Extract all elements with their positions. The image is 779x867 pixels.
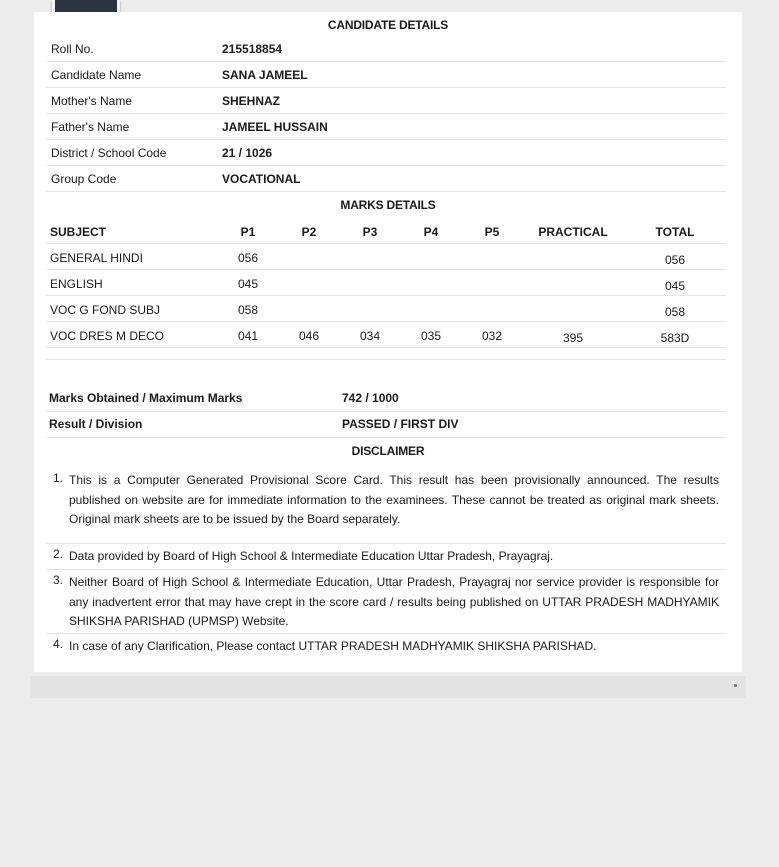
column-header-p4: P4 bbox=[423, 225, 439, 239]
column-header-total: TOTAL bbox=[655, 225, 695, 239]
p2-cell: 046 bbox=[298, 329, 320, 343]
candidate-details-heading: CANDIDATE DETAILS bbox=[327, 18, 449, 32]
disclaimer-text: Neither Board of High School & Intermediate Education, Uttar Pradesh, Prayagraj nor service provider is responsible for any inadvertent error that may have crept in the score card / results being published on UTTAR PRADESH MADHYAMIK SHIKSHA PARISHAD (UPMSP) Website. bbox=[69, 575, 719, 628]
detail-label: Mother's Name bbox=[51, 94, 132, 108]
disclaimer-item bbox=[46, 637, 726, 659]
p1-cell: 058 bbox=[237, 303, 259, 317]
marks-details-heading: MARKS DETAILS bbox=[340, 198, 436, 212]
detail-label: Father's Name bbox=[51, 120, 130, 134]
p4-cell: 035 bbox=[420, 329, 442, 343]
column-header-p2: P2 bbox=[301, 225, 317, 239]
total-cell: 056 bbox=[664, 253, 686, 267]
disclaimer-text: This is a Computer Generated Provisional Score Card. This result has been provisionally announced. The results published on website are for immediate information to the examinees. These cannot be treated as original mark sheets. Original mark sheets are to be issued by the Board separately. bbox=[69, 473, 719, 526]
result-label: Result / Division bbox=[49, 417, 143, 431]
table-row bbox=[46, 295, 726, 322]
column-header-practical: PRACTICAL bbox=[538, 225, 608, 239]
detail-value: JAMEEL HUSSAIN bbox=[222, 120, 328, 134]
subject-cell: VOC G FOND SUBJ bbox=[50, 303, 161, 317]
disclaimer-item bbox=[46, 471, 726, 544]
scan-speck bbox=[734, 684, 737, 687]
summary-row-marks bbox=[46, 385, 726, 412]
detail-row-mother-name bbox=[46, 87, 726, 114]
page-shadow bbox=[30, 676, 746, 698]
detail-value: VOCATIONAL bbox=[222, 172, 301, 186]
disclaimer-heading: DISCLAIMER bbox=[351, 444, 425, 458]
table-row bbox=[46, 321, 726, 348]
p1-cell: 041 bbox=[237, 329, 259, 343]
detail-value: 215518854 bbox=[222, 42, 283, 56]
marks-header-row bbox=[46, 217, 726, 244]
total-cell: 058 bbox=[664, 305, 686, 319]
detail-row-group-code bbox=[46, 165, 726, 192]
table-row bbox=[46, 269, 726, 296]
subject-cell: ENGLISH bbox=[50, 277, 103, 291]
detail-row-district-school-code bbox=[46, 139, 726, 166]
score-card bbox=[34, 12, 742, 672]
column-header-p1: P1 bbox=[240, 225, 256, 239]
disclaimer-number: 2. bbox=[53, 547, 64, 561]
detail-label: District / School Code bbox=[51, 146, 167, 160]
marks-obtained-value: 742 / 1000 bbox=[342, 391, 399, 405]
column-header-p3: P3 bbox=[362, 225, 378, 239]
disclaimer-number: 4. bbox=[53, 637, 64, 651]
detail-value: SANA JAMEEL bbox=[222, 68, 308, 82]
column-header-p5: P5 bbox=[484, 225, 500, 239]
p3-cell: 034 bbox=[359, 329, 381, 343]
total-cell: 045 bbox=[664, 279, 686, 293]
result-value: PASSED / FIRST DIV bbox=[342, 417, 459, 431]
p1-cell: 045 bbox=[237, 277, 259, 291]
detail-label: Group Code bbox=[51, 172, 117, 186]
detail-value: SHEHNAZ bbox=[222, 94, 281, 108]
disclaimer-item bbox=[46, 547, 726, 570]
summary-row-result bbox=[46, 411, 726, 438]
subject-cell: GENERAL HINDI bbox=[50, 251, 143, 265]
detail-row-candidate-name bbox=[46, 61, 726, 88]
p5-cell: 032 bbox=[481, 329, 503, 343]
detail-row-father-name bbox=[46, 113, 726, 140]
practical-cell: 395 bbox=[562, 331, 584, 345]
total-cell: 583D bbox=[660, 331, 690, 345]
disclaimer-text: Data provided by Board of High School & Intermediate Education Uttar Pradesh, Prayagraj. bbox=[69, 549, 554, 563]
detail-label: Roll No. bbox=[51, 42, 94, 56]
detail-label: Candidate Name bbox=[51, 68, 142, 82]
column-header-subject: SUBJECT bbox=[50, 225, 107, 239]
detail-value: 21 / 1026 bbox=[222, 146, 273, 160]
detail-row-roll-no bbox=[46, 35, 726, 62]
p1-cell: 056 bbox=[237, 251, 259, 265]
marks-obtained-label: Marks Obtained / Maximum Marks bbox=[49, 391, 243, 405]
disclaimer-text: In case of any Clarification, Please contact UTTAR PRADESH MADHYAMIK SHIKSHA PARISHAD. bbox=[69, 639, 597, 653]
disclaimer-number: 3. bbox=[53, 573, 64, 587]
subject-cell: VOC DRES M DECO bbox=[50, 329, 165, 343]
disclaimer-item bbox=[46, 573, 726, 634]
table-row bbox=[46, 243, 726, 270]
table-row-empty bbox=[46, 347, 726, 360]
disclaimer-number: 1. bbox=[53, 471, 64, 485]
